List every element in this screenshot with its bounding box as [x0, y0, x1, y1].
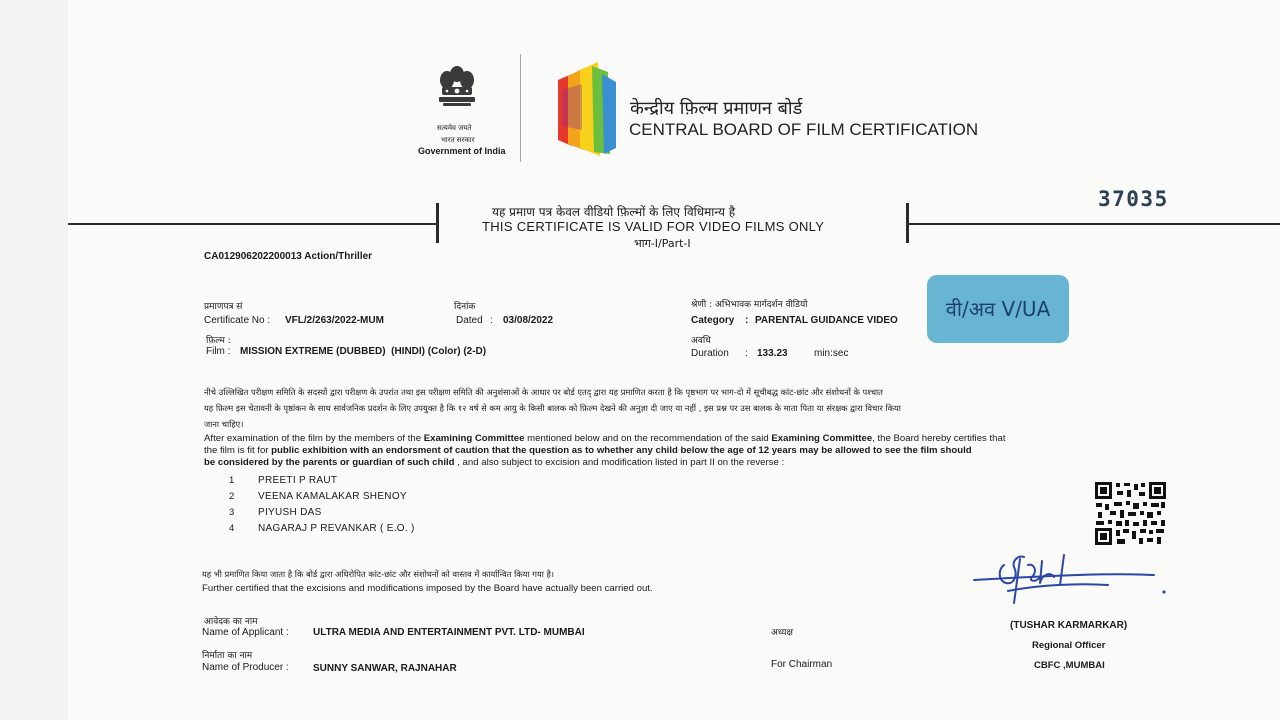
rating-badge: वी/अव V/UA [927, 275, 1069, 343]
reference-code: CA012906202200013 Action/Thriller [204, 251, 373, 262]
duration-colon: : [745, 348, 748, 359]
statement-en-2b: public exhibition with an endorsment of caution that the question as to whether any child below the age of 12 years may be allowed to see the film should [271, 445, 972, 456]
banner-left-bracket [436, 203, 439, 243]
right-rule [908, 223, 1280, 225]
committee-name-2: VEENA KAMALAKAR SHENOY [258, 491, 407, 502]
dated-colon: : [490, 315, 493, 326]
statement-en-2a: the film is fit for [204, 445, 272, 456]
dated-label: Dated [456, 315, 483, 326]
serial-number: 37035 [1098, 187, 1169, 211]
committee-num-3: 3 [229, 507, 235, 518]
category-colon: : [745, 315, 749, 326]
statement-en-1c: mentioned below and on the recommendation of the said [524, 433, 772, 444]
statement-en-1d: Examining Committee [771, 433, 873, 444]
applicant-label: Name of Applicant : [202, 627, 289, 638]
applicant-value: ULTRA MEDIA AND ENTERTAINMENT PVT. LTD- MUMBAI [313, 627, 585, 638]
duration-label: Duration [691, 348, 729, 359]
validity-part: भाग-I/Part-I [634, 237, 691, 250]
validity-hindi: यह प्रमाण पत्र केवल वीडियो फ़िल्मों के लिए विधिमान्य है [492, 205, 736, 219]
certificate-no-label: Certificate No : [204, 315, 271, 326]
committee-name-3: PIYUSH DAS [258, 507, 322, 518]
dated-value: 03/08/2022 [503, 315, 554, 326]
film-label: Film : [206, 346, 231, 357]
emblem-govt-hindi: भारत सरकार [441, 136, 475, 144]
chairman-label: For Chairman [771, 659, 833, 670]
statement-hindi-line-1: नीचे उल्लिखित परीक्षण समिति के सदस्यों द्वारा परीक्षण के उपरांत तथा इस परीक्षण समिति की अनुशंसाओं के आधार पर बोर्ड एतद् द्वारा यह प्रमाणित करता है कि पृष्ठभाग पर भाग-दो में सूचीबद्ध कांट-छांट और संशोधनों के पश्चात [204, 387, 883, 397]
statement-hindi-line-2: यह फ़िल्म इस चेतावनी के पृष्ठांकन के साथ सार्वजनिक प्रदर्शन के लिए उपयुक्त है कि १२ वर्ष से कम आयु के किसी बालक को फ़िल्म देखने की अनुज्ञा दी जाए या नहीं , इस प्रश्न पर उस बालक के माता पिता या संरक्षक द्वारा विचार किया [204, 403, 901, 413]
duration-unit: min:sec [814, 348, 849, 359]
banner-right-bracket [906, 203, 909, 243]
further-hindi: यह भी प्रमाणित किया जाता है कि बोर्ड द्वारा अधिरोपित कांट-छांट और संशोधनों को वास्तव में कार्यान्वित किया गया है। [202, 569, 555, 579]
committee-name-4: NAGARAJ P REVANKAR ( E.O. ) [258, 523, 415, 534]
chairman-label-hindi: अध्यक्ष [771, 628, 793, 638]
emblem-govt-english: Government of India [418, 146, 506, 156]
header-divider [520, 54, 521, 162]
left-rule [68, 223, 438, 225]
statement-hindi-line-3: जाना चाहिए। [204, 419, 244, 429]
board-name-english: CENTRAL BOARD OF FILM CERTIFICATION [629, 120, 979, 139]
statement-english-line-3 [204, 457, 784, 469]
signatory-title: Regional Officer [1032, 640, 1106, 651]
film-value: MISSION EXTREME (DUBBED) (HINDI) (Color) (2-D) [240, 346, 487, 357]
category-label-hindi: श्रेणी : अभिभावक मार्गदर्शन वीडियो [691, 300, 808, 310]
category-value: PARENTAL GUIDANCE VIDEO [755, 315, 898, 326]
duration-value: 133.23 [757, 348, 788, 359]
cbfc-logo-icon [552, 60, 622, 158]
statement-en-3b: , and also subject to excision and modification listed in part II on the reverse : [454, 457, 785, 468]
applicant-label-hindi: आवेदक का नाम [204, 617, 258, 627]
duration-label-hindi: अवधि [691, 336, 711, 346]
committee-num-1: 1 [229, 475, 235, 486]
committee-num-4: 4 [229, 523, 235, 534]
committee-name-1: PREETI P RAUT [258, 475, 338, 486]
category-label: Category [691, 315, 735, 326]
signatory-office: CBFC ,MUMBAI [1034, 660, 1105, 671]
emblem-motto: सत्यमेव जयते [437, 124, 472, 132]
qr-code-icon[interactable] [1095, 482, 1166, 545]
certificate-no-label-hindi: प्रमाणपत्र सं [204, 302, 243, 312]
further-english: Further certified that the excisions and modifications imposed by the Board have actually been carried out. [202, 583, 653, 594]
signatory-name: (TUSHAR KARMARKAR) [1010, 620, 1128, 631]
statement-en-3a: be considered by the parents or guardian of such child [204, 457, 455, 468]
signature-icon [968, 545, 1168, 617]
statement-english-line-1 [204, 433, 1006, 445]
producer-value: SUNNY SANWAR, RAJNAHAR [313, 663, 457, 674]
committee-num-2: 2 [229, 491, 235, 502]
ashoka-emblem-icon [434, 64, 480, 126]
statement-en-1b: Examining Committee [423, 433, 525, 444]
certificate-no-value: VFL/2/263/2022-MUM [285, 315, 384, 326]
producer-label: Name of Producer : [202, 662, 289, 673]
statement-en-1a: After examination of the film by the members of the [204, 433, 424, 444]
statement-english-line-2 [204, 445, 972, 457]
dated-label-hindi: दिनांक [454, 302, 476, 312]
validity-english: THIS CERTIFICATE IS VALID FOR VIDEO FILMS ONLY [482, 219, 825, 234]
board-name-hindi: केन्द्रीय फ़िल्म प्रमाणन बोर्ड [630, 98, 803, 119]
film-label-hindi: फ़िल्म : [206, 336, 231, 346]
statement-en-1e: , the Board hereby certifies that [872, 433, 1006, 444]
producer-label-hindi: निर्माता का नाम [202, 651, 253, 661]
